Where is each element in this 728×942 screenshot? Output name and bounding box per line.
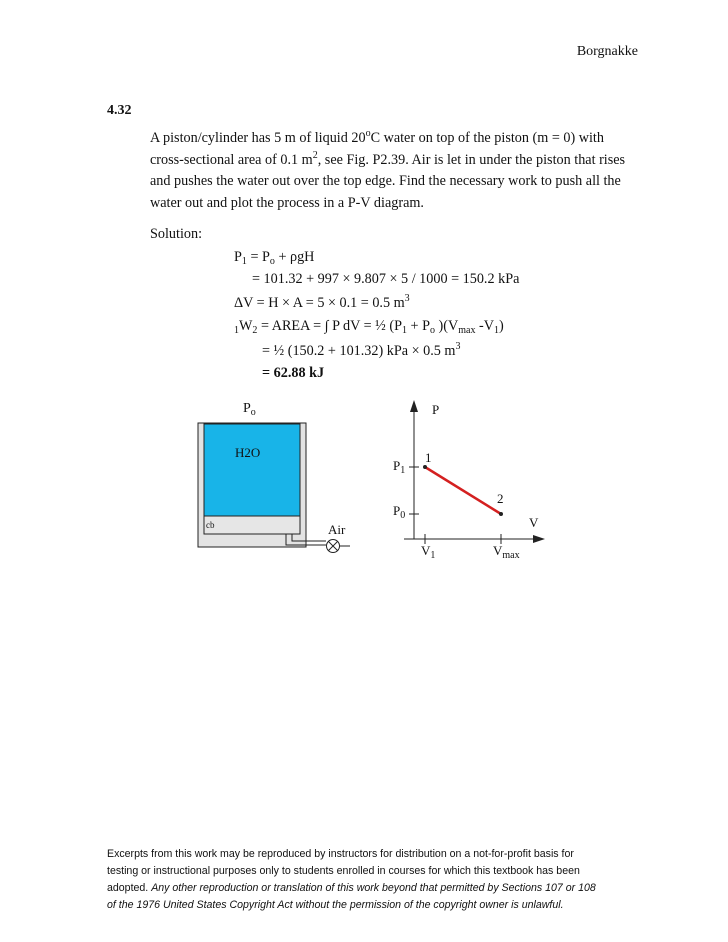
air-label: Air [328, 522, 346, 537]
problem-line-2: cross-sectional area of 0.1 $m^2$, see Fig. P2.39. Air is let in under the piston that rises [150, 149, 626, 168]
pv-x-arrowhead [533, 535, 545, 543]
problem-line-3: and pushes the water out over the top edge. Find the necessary work to push all the [150, 173, 621, 189]
piston-label: cb [206, 520, 215, 530]
problem-line-1: A piston/cylinder has 5 m of liquid 20$^o$C water on top of the piston (m = 0) with [150, 128, 604, 146]
solution-heading: Solution: [150, 226, 203, 242]
equation-p1-value: = 101.32 + 997 × 9.807 × 5 / 1000 = 150.2 kPa [252, 271, 520, 287]
pv-y-axis-label: P [432, 402, 440, 417]
footer-line-2: testing or instructional purposes only to students enrolled in courses for which this textbook has been [107, 865, 580, 877]
equation-work: $_1W_2$ = AREA = ∫ P dV = ½ ($P_1 + P_o$ )($V_{max}$ $-V_1$) [234, 318, 504, 336]
water-region [204, 424, 300, 516]
problem-line-4: water out and plot the process in a P-V diagram. [150, 194, 424, 211]
copyright-footer [107, 846, 596, 914]
footer-line-4: of the 1976 United States Copyright Act without the permission of the copyright owner is unlawful. [107, 899, 564, 911]
pv-state-1-label: 1 [425, 450, 432, 465]
pv-process-line [425, 467, 501, 514]
pv-p0-label: $P_0$ [393, 503, 406, 521]
piston [204, 516, 300, 534]
equation-delta-v: ΔV = H × A = 5 × 0.1 = 0.5 $m^3$ [234, 293, 410, 311]
footer-line-1: Excerpts from this work may be reproduced by instructors for distribution on a not-for-profit basis for [107, 848, 574, 860]
equation-work-result: = 62.88 kJ [262, 365, 325, 381]
equation-p1: $P_1 = P_o + \rho gH$ [234, 249, 315, 267]
pv-p1-label: $P_1$ [393, 458, 406, 476]
atmospheric-pressure-label: $P_o$ [243, 401, 256, 418]
pv-vmax-label: $V_{max}$ [493, 543, 520, 561]
pv-state-2-label: 2 [497, 491, 504, 506]
footer-line-3: adopted. Any other reproduction or translation of this work beyond that permitted by Sections 107 or 108 [107, 882, 596, 894]
page-header-author: Borgnakke [576, 44, 638, 59]
problem-number: 4.32 [107, 103, 132, 118]
equation-work-value: = ½ (150.2 + 101.32) kPa × 0.5 $m^3$ [262, 341, 461, 359]
pv-x-axis-label: V [529, 515, 539, 530]
pv-state-2-point [499, 512, 503, 516]
water-label: H2O [235, 445, 261, 460]
pv-y-arrowhead [410, 400, 418, 412]
pv-v1-label: $V_1$ [421, 543, 436, 561]
